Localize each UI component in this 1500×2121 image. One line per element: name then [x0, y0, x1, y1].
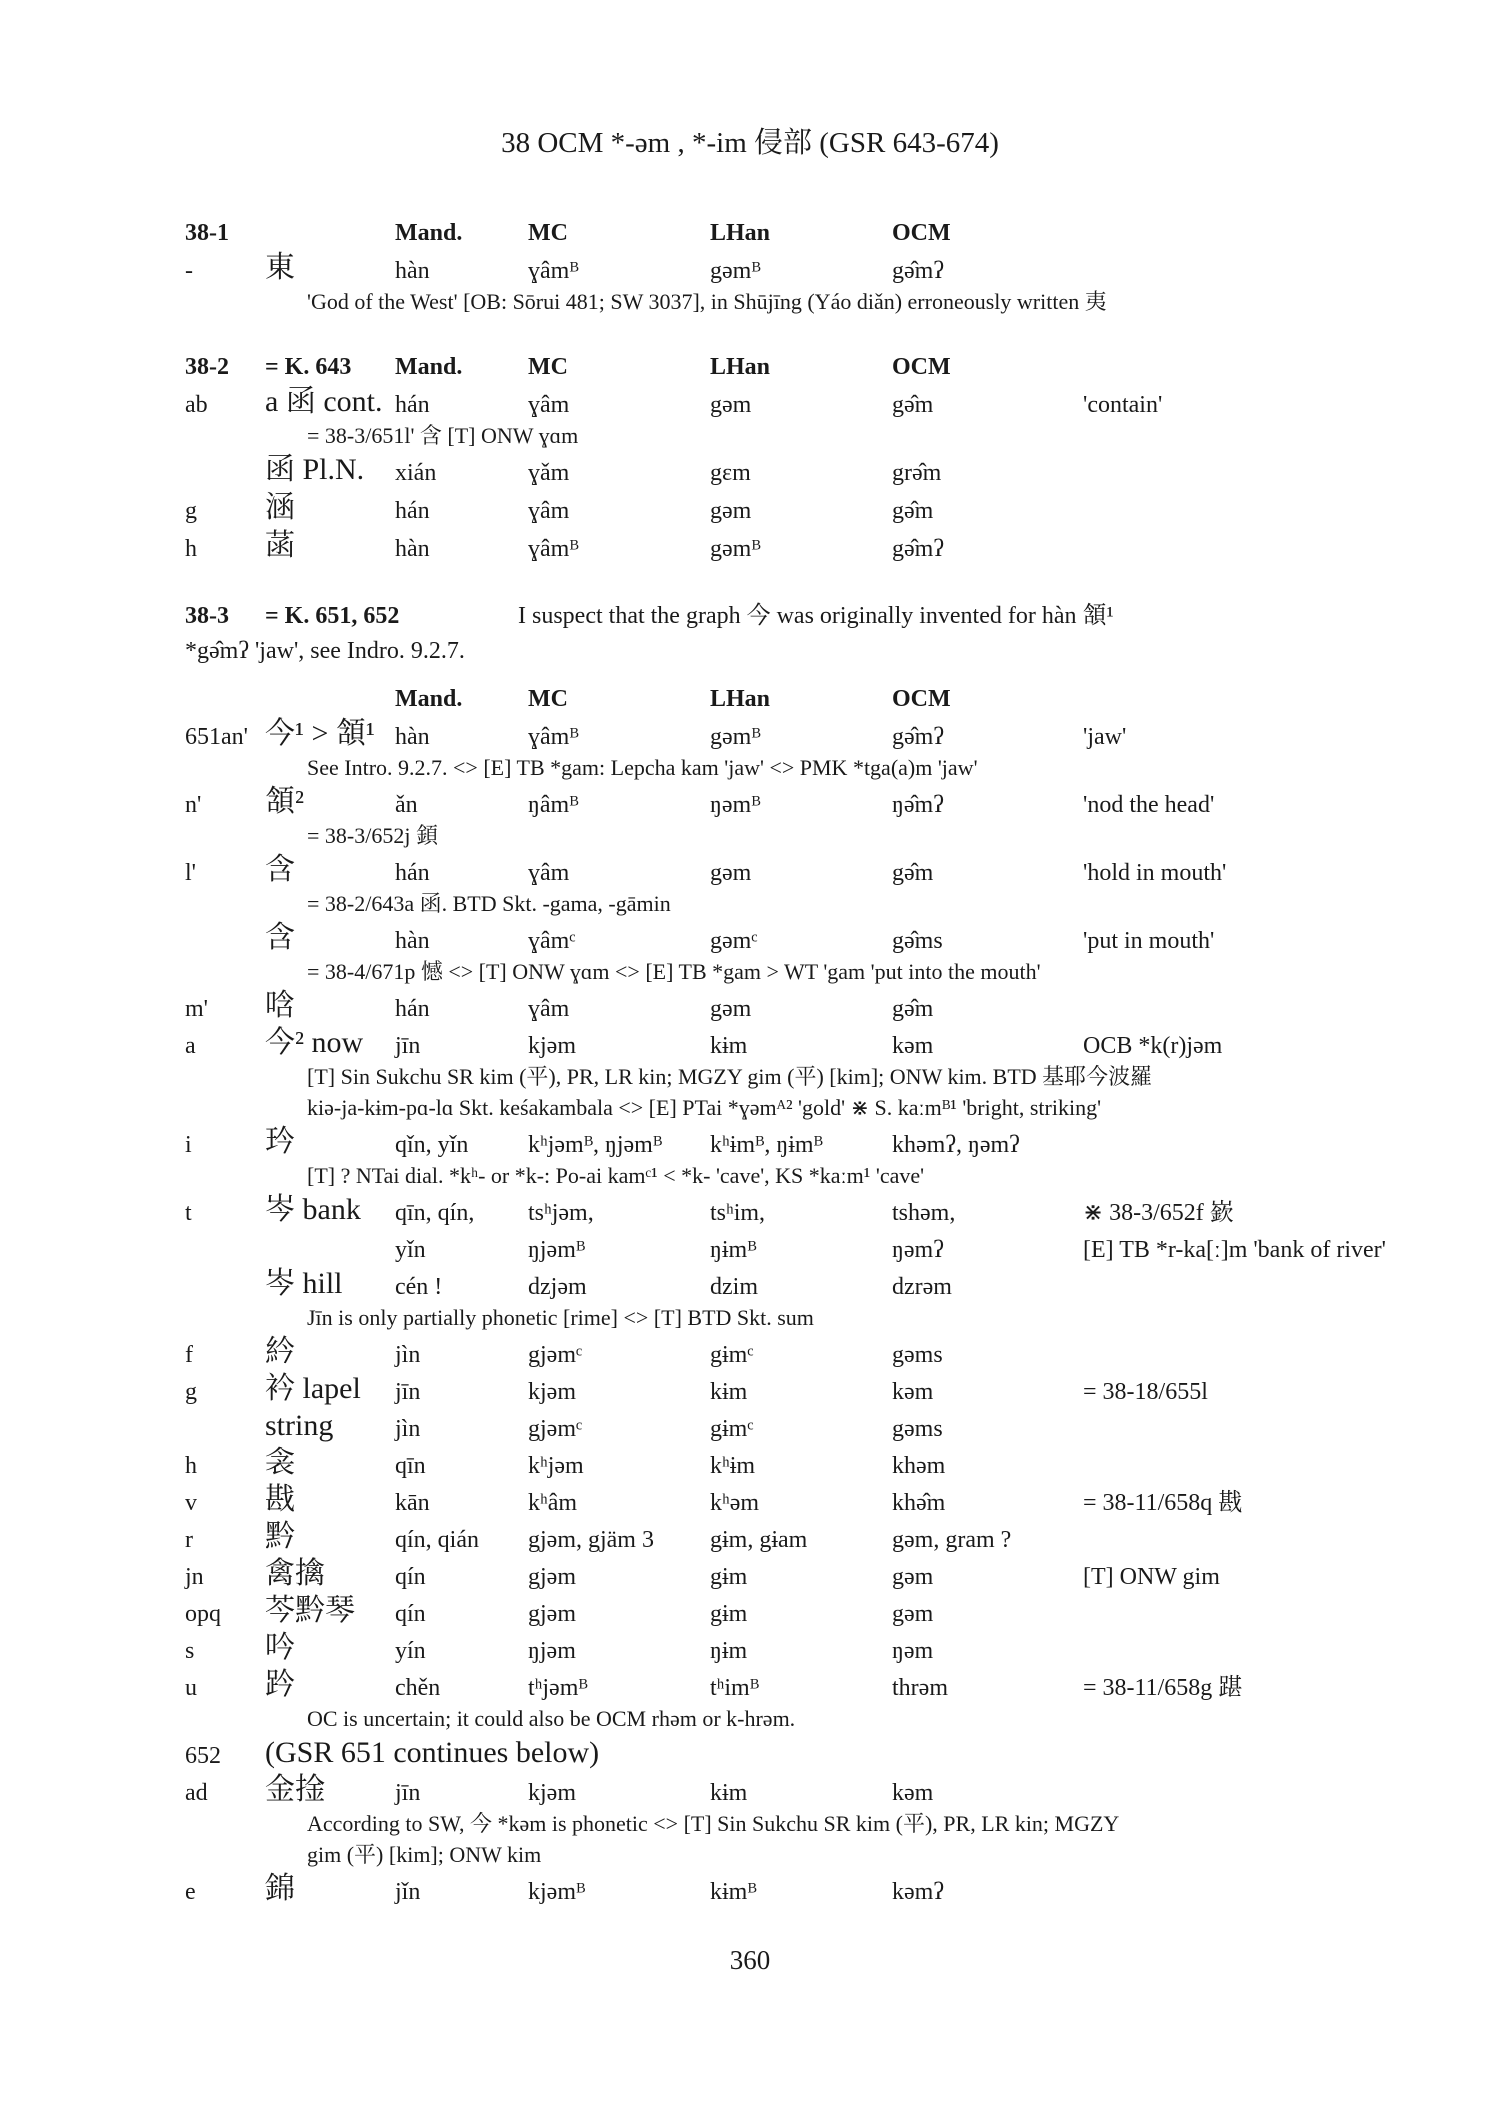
table-cell: gəmᴮ [710, 724, 761, 750]
table-cell: ɣâmᴮ [528, 258, 579, 284]
table-cell: [T] ONW gim [1083, 1564, 1220, 1590]
table-cell: kɨm [710, 1780, 748, 1806]
graph-entry: 今² now [265, 1026, 364, 1059]
table-cell: 'jaw' [1083, 724, 1127, 750]
table-cell: tsʰjəm, [528, 1200, 594, 1226]
section-id: 38-2 [185, 354, 229, 380]
table-cell: gɨm [710, 1564, 748, 1590]
table-cell: gəm [892, 1601, 934, 1627]
table-cell: xián [395, 460, 437, 486]
table-cell: gə̂mʔ [892, 258, 944, 284]
table-cell: h [185, 1453, 197, 1479]
table-cell: gɨm [710, 1601, 748, 1627]
table-cell: qǐn, yǐn [395, 1132, 469, 1158]
graph-entry: 岑 bank [265, 1193, 361, 1226]
graph-entry: 東 [265, 251, 295, 284]
table-cell: gjəmᶜ [528, 1416, 583, 1442]
table-cell: ɣâmᶜ [528, 928, 576, 954]
table-cell: kʰjəmᴮ, ŋjəmᴮ [528, 1132, 663, 1158]
page-number: 360 [729, 1945, 771, 1975]
table-cell: gəm [710, 996, 752, 1022]
table-cell: hán [395, 860, 430, 886]
table-cell: ɣâm [528, 498, 570, 524]
table-cell: [E] TB *r-ka[ː]m 'bank of river' [1083, 1237, 1386, 1263]
graph-entry: 戡 [265, 1483, 295, 1516]
column-header: MC [528, 220, 568, 246]
table-cell: dzjəm [528, 1274, 587, 1300]
note-line: kiə-ja-kɨm-pɑ-lɑ Skt. keśakambala <> [E] PTai *ɣəmᴬ² 'gold' ⋇ S. kaːmᴮ¹ 'bright, striking' [307, 1095, 1102, 1120]
table-cell: chěn [395, 1675, 441, 1701]
table-cell: = 38-18/655l [1083, 1379, 1208, 1405]
table-cell: g [185, 1379, 197, 1405]
table-cell: s [185, 1638, 195, 1664]
section-id: 38-3 [185, 603, 229, 629]
table-cell: gjəm, gjäm 3 [528, 1527, 654, 1553]
table-cell: ŋə̂mʔ [892, 792, 944, 818]
table-cell: gəmᴮ [710, 536, 761, 562]
table-cell: kʰjəm [528, 1453, 584, 1479]
table-cell: kəm [892, 1780, 934, 1806]
table-cell: ⋇ 38-3/652f 嶔 [1083, 1200, 1234, 1226]
column-header: Mand. [395, 686, 463, 712]
table-cell: a [185, 1033, 196, 1059]
table-cell: ŋjəmᴮ [528, 1237, 586, 1263]
table-cell: gəm [710, 498, 752, 524]
table-cell: f [185, 1342, 193, 1368]
note-line: = 38-4/671p 憾 <> [T] ONW ɣɑm <> [E] TB *gam > WT 'gam 'put into the mouth' [307, 959, 1041, 984]
table-cell: kʰɨm [710, 1453, 756, 1479]
note-line: Jīn is only partially phonetic [rime] <> [T] BTD Skt. sum [307, 1305, 814, 1330]
table-cell: kəmʔ [892, 1879, 944, 1905]
table-cell: 652 [185, 1743, 221, 1769]
table-cell: jìn [395, 1342, 421, 1368]
table-cell: ɣâmᴮ [528, 536, 579, 562]
graph-entry: 唅 [265, 989, 295, 1022]
graph-entry: 吟 [265, 1631, 295, 1664]
graph-entry: 含 [265, 921, 295, 954]
table-cell: gɨmᶜ [710, 1342, 754, 1368]
table-cell: gəm [710, 860, 752, 886]
table-cell: hàn [395, 258, 430, 284]
table-cell: gə̂m [892, 392, 934, 418]
table-cell: gəm, gram ? [892, 1527, 1012, 1553]
table-cell: kjəm [528, 1780, 576, 1806]
column-header: LHan [710, 354, 771, 380]
table-cell: u [185, 1675, 197, 1701]
table-cell: khə̂m [892, 1490, 946, 1516]
column-header: Mand. [395, 220, 463, 246]
table-cell: r [185, 1527, 193, 1553]
table-cell: kɨm [710, 1033, 748, 1059]
table-cell: gəms [892, 1342, 943, 1368]
table-cell: hán [395, 392, 430, 418]
table-cell: tʰjəmᴮ [528, 1675, 588, 1701]
note-line: See Intro. 9.2.7. <> [E] TB *gam: Lepcha kam 'jaw' <> PMK *tga(a)m 'jaw' [307, 755, 978, 780]
table-cell: dzrəm [892, 1274, 952, 1300]
note-line: = 38-3/651l' 含 [T] ONW ɣɑm [307, 423, 579, 448]
table-cell: gə̂ms [892, 928, 943, 954]
table-cell: ɣâm [528, 392, 570, 418]
note-line: OC is uncertain; it could also be OCM rhəm or k-hrəm. [307, 1706, 796, 1731]
note-line: [T] Sin Sukchu SR kim (平), PR, LR kin; MGZY gim (平) [kim]; ONW kim. BTD 基耶今波羅 [307, 1064, 1153, 1089]
table-cell: gjəm [528, 1601, 576, 1627]
column-header: LHan [710, 220, 771, 246]
graph-entry: 頷² [265, 785, 304, 818]
table-cell: jìn [395, 1416, 421, 1442]
table-cell: yǐn [395, 1237, 426, 1263]
table-cell: h [185, 536, 197, 562]
table-cell: jīn [395, 1379, 421, 1405]
table-cell: ŋəmʔ [892, 1237, 944, 1263]
graph-entry: 岑 hill [265, 1267, 343, 1300]
graph-entry: 菡 [265, 529, 295, 562]
table-cell: kʰâm [528, 1490, 578, 1516]
table-cell: ad [185, 1780, 208, 1806]
table-cell: kjəm [528, 1379, 576, 1405]
table-cell: opq [185, 1601, 221, 1627]
table-cell: kɨmᴮ [710, 1879, 757, 1905]
table-cell: hán [395, 996, 430, 1022]
table-cell: ɣâm [528, 996, 570, 1022]
table-cell: ab [185, 392, 208, 418]
intro-text: I suspect that the graph 今 was originally invented for hàn 頷¹ [518, 603, 1114, 629]
table-cell: kjəm [528, 1033, 576, 1059]
graph-entry: 函 Pl.N. [265, 453, 365, 486]
table-cell: m' [185, 996, 208, 1022]
table-cell: qīn [395, 1453, 426, 1479]
table-cell: 'nod the head' [1083, 792, 1215, 818]
table-cell: kʰəm [710, 1490, 760, 1516]
graph-entry: 含 [265, 853, 295, 886]
table-cell: ŋəm [892, 1638, 934, 1664]
table-cell: kəm [892, 1033, 934, 1059]
column-header: MC [528, 686, 568, 712]
table-cell: 'hold in mouth' [1083, 860, 1227, 886]
table-cell: gəmᴮ [710, 258, 761, 284]
table-cell: gəm [892, 1564, 934, 1590]
table-cell: ŋjəm [528, 1638, 576, 1664]
table-cell: ɣâmᴮ [528, 724, 579, 750]
graph-entry: 黔 [265, 1520, 295, 1553]
column-header: OCM [892, 354, 951, 380]
table-cell: qín [395, 1601, 426, 1627]
table-cell: kəm [892, 1379, 934, 1405]
table-cell: v [185, 1490, 197, 1516]
graph-entry: 錦 [265, 1872, 295, 1905]
table-cell: gə̂mʔ [892, 724, 944, 750]
table-cell: ɣâm [528, 860, 570, 886]
section-id: 38-1 [185, 220, 229, 246]
table-cell: gə̂mʔ [892, 536, 944, 562]
column-header: Mand. [395, 354, 463, 380]
table-cell: gəmᶜ [710, 928, 758, 954]
table-cell: gəm [710, 392, 752, 418]
table-cell: qín [395, 1564, 426, 1590]
graph-entry: 芩黔琴 [265, 1594, 355, 1627]
table-cell: dzim [710, 1274, 758, 1300]
graph-entry: 玪 [265, 1125, 295, 1158]
table-cell: qīn, qín, [395, 1200, 475, 1226]
note-line: 'God of the West' [OB: Sōrui 481; SW 3037], in Shūjīng (Yáo diǎn) erroneously written 夷 [307, 289, 1107, 314]
table-cell: hán [395, 498, 430, 524]
table-cell: hàn [395, 536, 430, 562]
graph-entry: 金捦 [265, 1773, 325, 1806]
table-cell: 'put in mouth' [1083, 928, 1215, 954]
graph-entry: 趻 [265, 1668, 295, 1701]
note-line: [T] ? NTai dial. *kʰ- or *k-: Po-ai kamᶜ¹ < *k- 'cave', KS *kaːm¹ 'cave' [307, 1163, 925, 1188]
column-header: OCM [892, 220, 951, 246]
table-cell: gəms [892, 1416, 943, 1442]
table-cell: thrəm [892, 1675, 948, 1701]
section-k-ref: = K. 651, 652 [265, 603, 400, 629]
table-cell: ǎn [395, 792, 418, 818]
table-cell: kjəmᴮ [528, 1879, 586, 1905]
graph-entry: 涵 [265, 491, 295, 524]
table-cell: jīn [395, 1780, 421, 1806]
column-header: LHan [710, 686, 771, 712]
note-line: = 38-2/643a 函. BTD Skt. -gama, -gāmin [307, 891, 671, 916]
section-k-ref: = K. 643 [265, 354, 352, 380]
table-cell: gɨmᶜ [710, 1416, 754, 1442]
table-cell: hàn [395, 724, 430, 750]
table-cell: = 38-11/658q 戡 [1083, 1490, 1243, 1516]
graph-entry: 衾 [265, 1446, 295, 1479]
note-line: According to SW, 今 *kəm is phonetic <> [T] Sin Sukchu SR kim (平), PR, LR kin; MGZY [307, 1811, 1120, 1836]
table-cell: hàn [395, 928, 430, 954]
table-cell: ɣǎm [528, 460, 570, 486]
column-header: MC [528, 354, 568, 380]
table-cell: tsʰim, [710, 1200, 766, 1226]
page-title: 38 OCM *-əm , *-im 侵部 (GSR 643-674) [501, 127, 999, 159]
table-cell: gə̂m [892, 860, 934, 886]
table-cell: 651an' [185, 724, 248, 750]
graph-entry: 禽擒 [265, 1557, 325, 1590]
table-cell: gə̂m [892, 498, 934, 524]
table-cell: g [185, 498, 197, 524]
graph-entry: 紟 [265, 1335, 295, 1368]
note-line: gim (平) [kim]; ONW kim [307, 1842, 542, 1867]
table-cell: e [185, 1879, 196, 1905]
table-cell: yín [395, 1638, 426, 1664]
table-cell: jǐn [395, 1879, 421, 1905]
table-cell: khəm [892, 1453, 946, 1479]
table-cell: t [185, 1200, 192, 1226]
table-cell: kān [395, 1490, 430, 1516]
table-cell: kʰɨmᴮ, ŋɨmᴮ [710, 1132, 823, 1158]
table-cell: qín, qián [395, 1527, 479, 1553]
table-cell: - [185, 258, 193, 284]
note-line: = 38-3/652j 顉 [307, 823, 438, 848]
table-cell: jīn [395, 1033, 421, 1059]
table-cell: gə̂m [892, 996, 934, 1022]
table-cell: gjəm [528, 1564, 576, 1590]
table-cell: l' [185, 860, 196, 886]
table-cell: = 38-11/658g 踸 [1083, 1675, 1243, 1701]
table-cell: tshəm, [892, 1200, 956, 1226]
table-cell: ŋâmᴮ [528, 792, 579, 818]
graph-entry: a 函 cont. [265, 385, 383, 418]
table-cell: i [185, 1132, 192, 1158]
table-cell: n' [185, 792, 202, 818]
column-header: OCM [892, 686, 951, 712]
table-cell: kɨm [710, 1379, 748, 1405]
table-cell: ŋɨmᴮ [710, 1237, 757, 1263]
intro-text: *gə̂mʔ 'jaw', see Indro. 9.2.7. [185, 638, 465, 664]
table-cell: gɨm, gɨam [710, 1527, 808, 1553]
graph-entry: string [265, 1409, 334, 1442]
table-cell: grə̂m [892, 460, 942, 486]
graph-entry: 今¹ > 頷¹ [265, 717, 375, 750]
graph-entry: 衿 lapel [265, 1372, 361, 1405]
table-cell: 'contain' [1083, 392, 1163, 418]
table-cell: gjəmᶜ [528, 1342, 583, 1368]
table-cell: tʰimᴮ [710, 1675, 759, 1701]
table-cell: cén ! [395, 1274, 443, 1300]
table-cell: khəmʔ, ŋəmʔ [892, 1132, 1020, 1158]
graph-entry: (GSR 651 continues below) [265, 1736, 600, 1769]
table-cell: jn [185, 1564, 204, 1590]
table-cell: OCB *k(r)jəm [1083, 1033, 1223, 1059]
table-cell: gɛm [710, 460, 751, 486]
table-cell: ŋəmᴮ [710, 792, 761, 818]
table-cell: ŋɨm [710, 1638, 748, 1664]
